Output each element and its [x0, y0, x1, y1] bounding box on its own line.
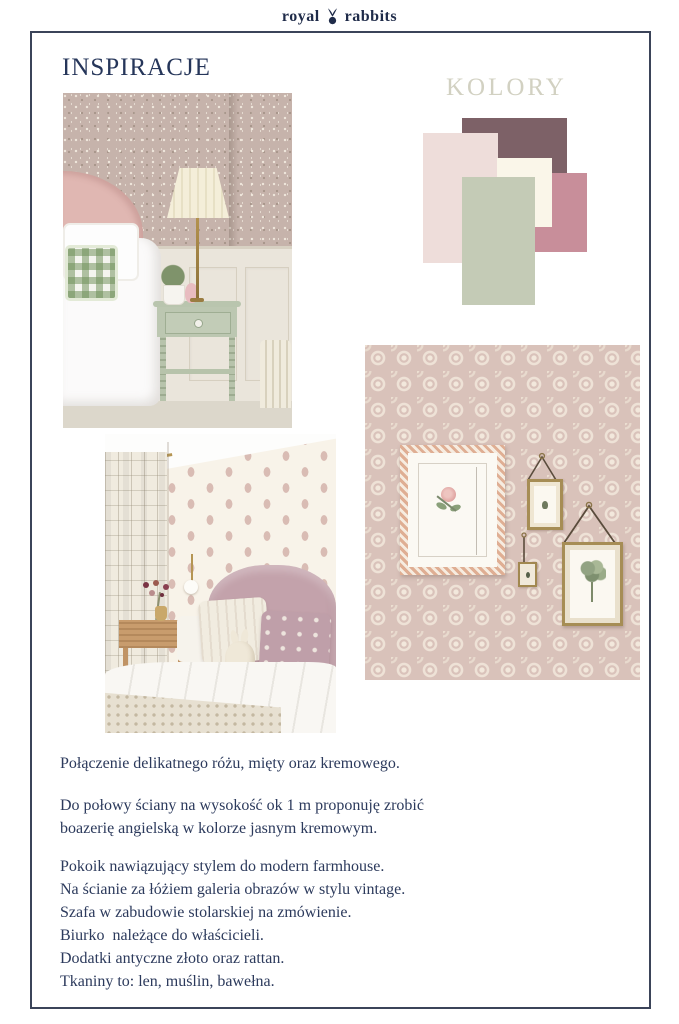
text-line: boazerię angielską w kolorze jasnym kremowym. [60, 820, 378, 837]
text-line: Na ścianie za łóżiem galeria obrazów w stylu vintage. [60, 881, 406, 898]
nightstand-drawer [165, 312, 231, 334]
rabbit-icon [326, 8, 339, 26]
sconce-globe [184, 580, 198, 594]
small-print [534, 486, 556, 523]
lamp-stem [196, 218, 199, 301]
plant-pot [163, 285, 185, 305]
bedroom-photo-1 [63, 93, 292, 428]
text-line: Szafa w zabudowie stolarskiej na zmówienie. [60, 904, 352, 921]
bouquet-stem [591, 582, 593, 602]
swatch-sage-green [462, 177, 535, 305]
tiny-brass-frame [518, 562, 537, 587]
nightstand-shelf [160, 369, 235, 374]
brand-header [0, 5, 679, 29]
page-title: INSPIRACJE [62, 54, 211, 81]
brand-right: rabbits [344, 8, 398, 25]
sconce-arm [191, 554, 193, 582]
frame-mount [408, 453, 497, 567]
vase [155, 606, 167, 621]
text-line: Pokoik nawiązujący stylem do modern farmhouse. [60, 858, 385, 875]
brass-frame-botanical [562, 542, 623, 626]
text-line: Połączenie delikatnego różu, mięty oraz kremowego. [60, 755, 400, 772]
paragraph-style-notes [60, 855, 625, 993]
lamp-base [190, 298, 204, 302]
greenery-bouquet [578, 558, 606, 584]
brand-left: royal [281, 8, 320, 25]
nightstand-drawer-box [157, 307, 237, 337]
text-line: Do połowy ściany na wysokość ok 1 m proponuję zrobić [60, 797, 424, 814]
text-line: Dodatki antyczne złoto oraz rattan. [60, 950, 285, 967]
wall-corner-shadow [229, 93, 238, 251]
paragraph-colors [60, 752, 625, 775]
drawer-knob [194, 319, 203, 328]
kolory-heading: KOLORY [446, 74, 567, 101]
flowers [143, 582, 149, 588]
tiny-motif [526, 572, 530, 578]
text-line: Tkaniny to: len, muślin, bawełna. [60, 973, 275, 990]
check-curtain [105, 452, 167, 686]
botanical-print [570, 550, 615, 618]
green-gingham-pillow [65, 245, 118, 301]
plant-leaves [160, 261, 186, 287]
gallery-wall-photo [365, 345, 640, 680]
plate-mark-line [476, 467, 477, 555]
beaded-frame-rose-print [400, 445, 505, 575]
botanical-motif [542, 501, 548, 509]
radiator [260, 340, 291, 408]
text-line: Biurko należące do właścicieli. [60, 927, 264, 944]
bedroom-photo-2 [105, 434, 336, 733]
small-brass-frame [527, 479, 563, 530]
wall-corner-line [167, 442, 169, 686]
paragraph-wainscot [60, 794, 625, 840]
